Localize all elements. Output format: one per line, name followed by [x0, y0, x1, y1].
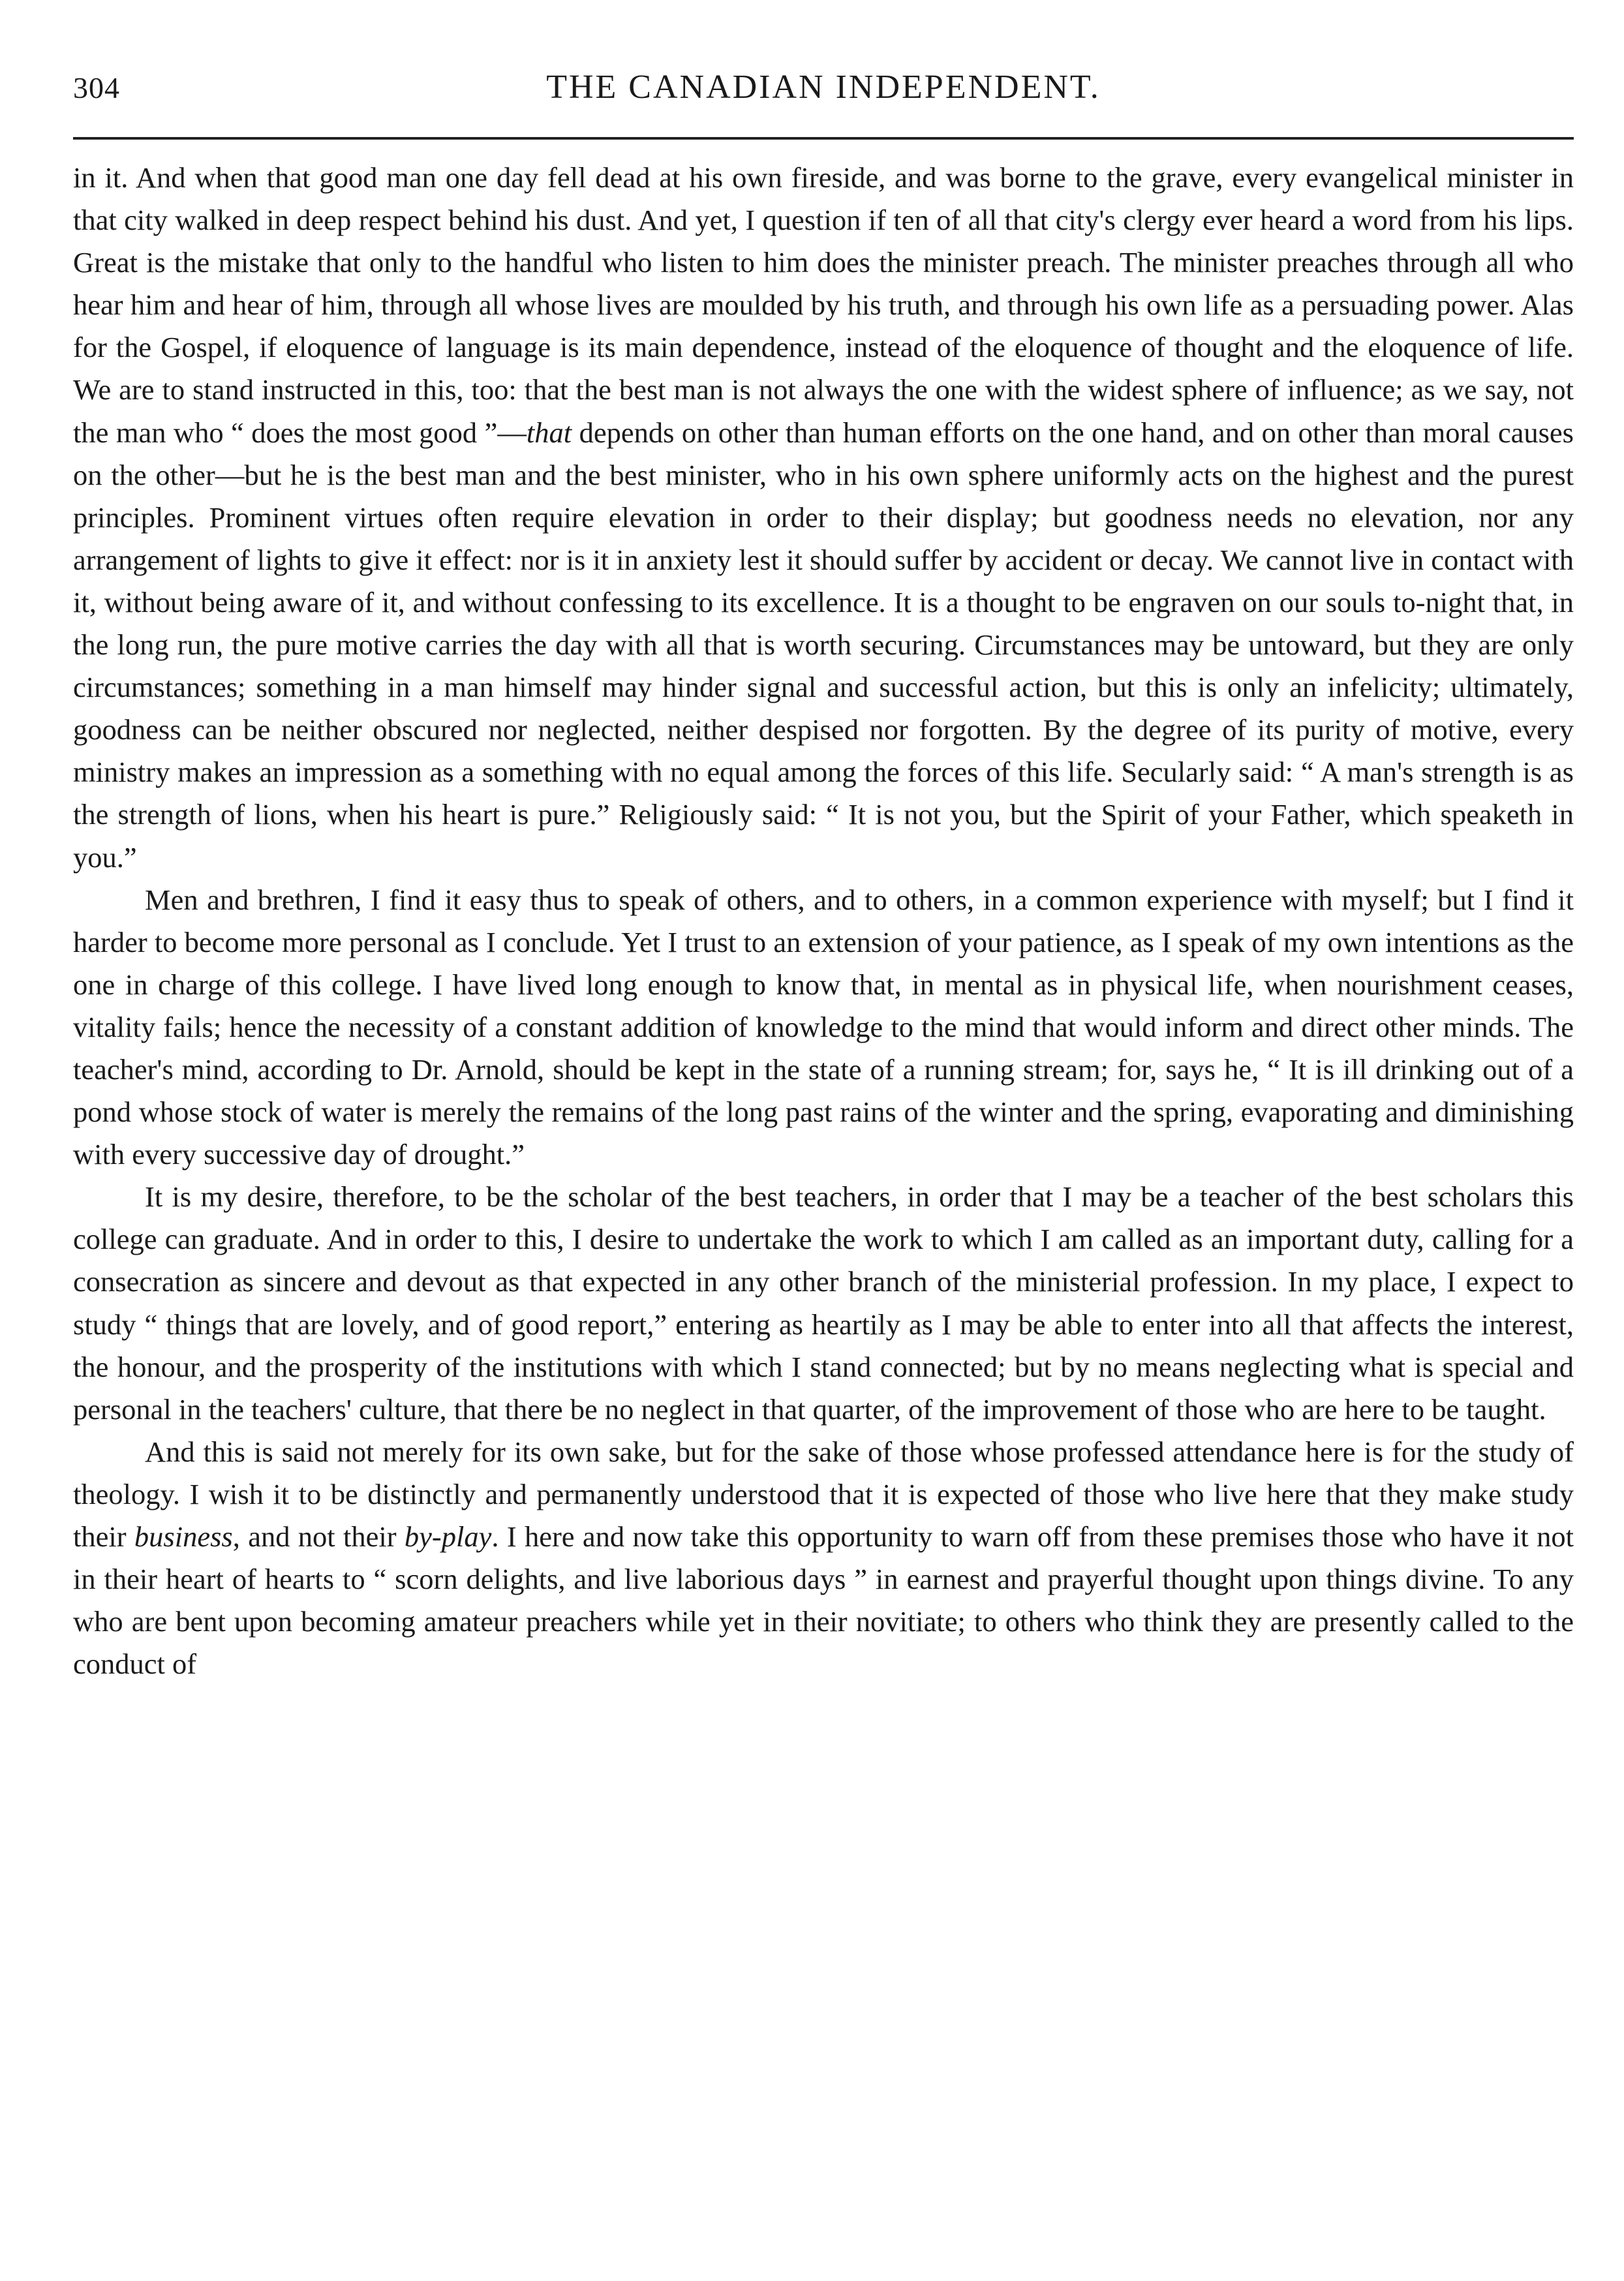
text-run: It is my desire, therefore, to be the scholar of the best teachers, in order that I may be a teacher of the best scholars this college can graduate. And in order to this, I desire to undertake the work to which I am called as an important duty, calling for a consecration as sincere and devout as that expected in any other branch of the ministerial profession. In my place, I expect to study “ things that are lovely, and of good report,” entering as heartily as I may be able to enter into all that affects the interest, the honour, and the prosperity of the institutions with which I stand connected; but by no means neglecting what is special and personal in the teachers' culture, that there be no neglect in that quarter, of the improvement of those who are here to be taught.: [73, 1180, 1574, 1426]
document-page: [73, 65, 1574, 2271]
text-run: , and not their: [232, 1520, 405, 1553]
text-run: . I here and now take this opportunity to warn off from these premises those who have it not in their heart of hearts to “ scorn delights, and live laborious days ” in earnest and prayerful thought upon things divine. To any who are bent upon becoming amateur preachers while yet in their novitiate; to others who think they are presently called to the conduct of: [73, 1520, 1574, 1681]
body-text: [73, 157, 1574, 1685]
paragraph: [73, 1431, 1574, 1686]
running-title: THE CANADIAN INDEPENDENT.: [546, 69, 1101, 106]
italic-text: business: [134, 1520, 233, 1553]
italic-text: by-play: [404, 1520, 492, 1553]
italic-text: that: [526, 416, 572, 449]
page-header: [73, 65, 1574, 124]
header-rule: [73, 137, 1574, 140]
text-run: And this is said not merely for its own sake, but for the sake of those whose professed attendance here is for the study of theology. I wish it to be distinctly and permanently understood that it is expected of those who live here that they make study their: [73, 1435, 1574, 1553]
paragraph: [73, 1176, 1574, 1431]
paragraph: [73, 879, 1574, 1176]
text-run: depends on other than human efforts on the one hand, and on other than moral causes on the other—but he is the best man and the best minister, who in his own sphere uniformly acts on the highest and the purest principles. Prominent virtues often require elevation in order to their display; but goodness needs no elevation, nor any arrangement of lights to give it effect: nor is it in anxiety lest it should suffer by accident or decay. We cannot live in contact with it, without being aware of it, and without confessing to its excellence. It is a thought to be engraven on our souls to-night that, in the long run, the pure motive carries the day with all that is worth securing. Circumstances may be untoward, but they are only circumstances; something in a man himself may hinder signal and successful action, but this is only an infelicity; ultimately, goodness can be neither obscured nor neglected, neither despised nor forgotten. By the degree of its purity of motive, every ministry makes an impression as a something with no equal among the forces of this life. Secularly said: “ A man's strength is as the strength of lions, when his heart is pure.” Religiously said: “ It is not you, but the Spirit of your Father, which speaketh in you.”: [73, 416, 1574, 874]
text-run: Men and brethren, I find it easy thus to speak of others, and to others, in a common experience with myself; but I find it harder to become more personal as I conclude. Yet I trust to an extension of your patience, as I speak of my own intentions as the one in charge of this college. I have lived long enough to know that, in mental as in physical life, when nourishment ceases, vitality fails; hence the necessity of a constant addition of knowledge to the mind that would inform and direct other minds. The teacher's mind, according to Dr. Arnold, should be kept in the state of a running stream; for, says he, “ It is ill drinking out of a pond whose stock of water is merely the remains of the long past rains of the winter and the spring, evaporating and diminishing with every successive day of drought.”: [73, 883, 1574, 1171]
text-run: in it. And when that good man one day fell dead at his own fireside, and was borne to the grave, every evangelical minister in that city walked in deep respect behind his dust. And yet, I question if ten of all that city's clergy ever heard a word from his lips. Great is the mistake that only to the handful who listen to him does the minister preach. The minister preaches through all who hear him and hear of him, through all whose lives are moulded by his truth, and through his own life as a persuading power. Alas for the Gospel, if eloquence of language is its main dependence, instead of the eloquence of thought and the eloquence of life. We are to stand instructed in this, too: that the best man is not always the one with the widest sphere of influence; as we say, not the man who “ does the most good ”—: [73, 161, 1574, 449]
paragraph: [73, 157, 1574, 879]
page-number: 304: [73, 71, 120, 104]
